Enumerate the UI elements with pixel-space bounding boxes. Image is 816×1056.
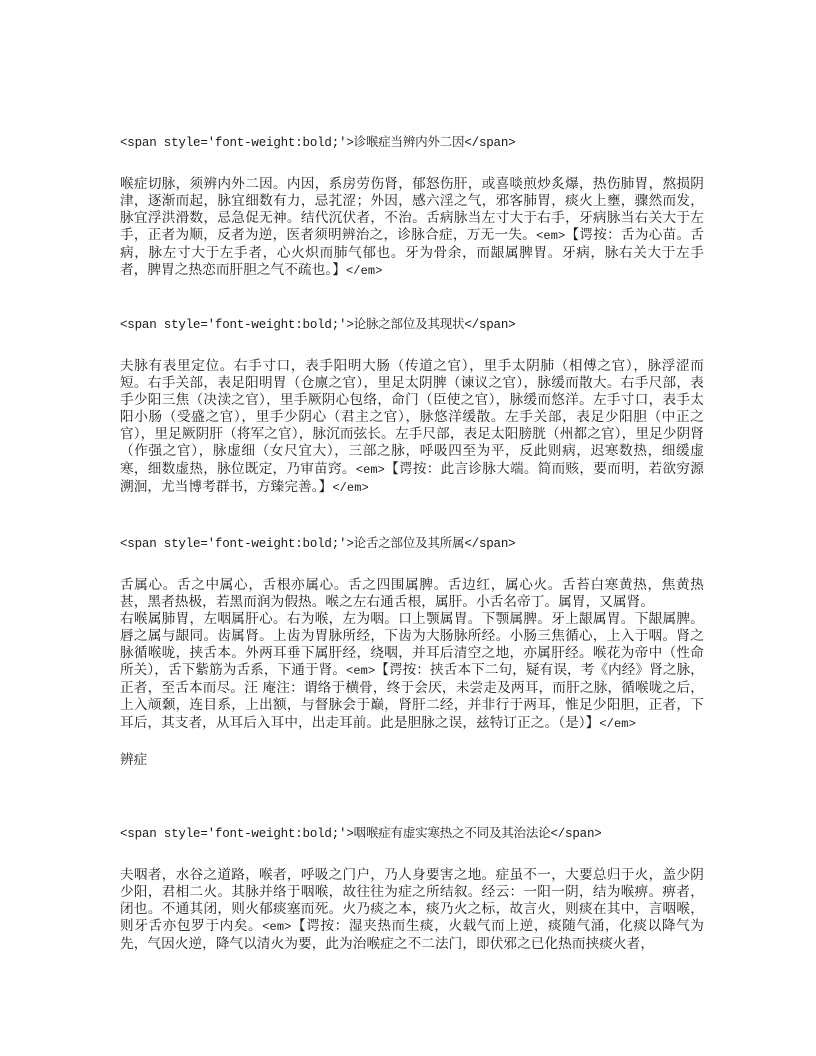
section-heading xyxy=(120,315,515,334)
heading-open-tag: <span style='font-weight:bold;'> xyxy=(120,318,354,332)
body-text: 舌属心。舌之中属心，舌根亦属心。舌之四围属脾。舌边红，属心火。舌苔白寒黄热，焦黄热甚，黑者热极，若黑而润为假热。喉之左右通舌根，属肝。小舌名帝丁。属胃，又属肾。 xyxy=(120,577,704,611)
em-close-tag: </em> xyxy=(346,264,383,279)
heading-title: 论脉之部位及其现状 xyxy=(353,316,465,331)
heading-title: 论舌之部位及其所属 xyxy=(353,535,465,550)
heading-title: 诊喉症当辨内外二因 xyxy=(353,134,465,149)
section-heading xyxy=(120,824,602,843)
section-heading xyxy=(120,534,515,553)
annotation-note: 【谔按：舌为心苗。舌病，脉左寸大于左手者，心火炽而肺气郁也。牙为骨余，而龈属脾胃。牙病，脉右关大于左手者，脾胃之热恋而肝胆之气不疏也。】 xyxy=(120,227,705,279)
heading-close-tag: </span> xyxy=(464,318,516,332)
section-body xyxy=(120,611,704,733)
body-text: 右喉属肺胃，左咽属肝心。右为喉，左为咽。口上颚属胃。下颚属脾。牙上龈属胃。下龈属脾。唇之属与龈同。齿属肾。上齿为胃脉所经，下齿为大肠脉所经。小肠三焦循心，上入于咽。肾之脉循喉咙，挟舌本。外两耳垂下属肝经，绕咽，并耳后清空之地，亦属肝经。喉花为帝中（性命所关），舌下紫筋为舌系，下通于肾。 xyxy=(120,611,704,679)
heading-open-tag: <span style='font-weight:bold;'> xyxy=(120,537,354,551)
em-open-tag: <em> xyxy=(262,920,292,935)
annotation-note: 【谔按：湿夹热而生痰，火载气而上逆，痰随气涌，化痰以降气为先，气因火逆，降气以清火为要，此为治喉症之不二法门，即伏邪之已化热而挟痰火者， xyxy=(120,918,704,953)
heading-close-tag: </span> xyxy=(464,537,516,551)
body-text: 喉症切脉，须辨内外二因。内因，系房劳伤肾，郁怒伤肝，或喜啖煎炒炙爆，热伤肺胃，熬损阴津，逐渐而起，脉宜细数有力，忌芤涩；外因，感六淫之气，邪客肺胃，痰火上壅，骤然而发，脉宜浮洪滑数，忌急促无神。结代沉伏者，不治。舌病脉当左寸大于右手，牙病脉当右关大于左手，正者为顺，反者为逆，医者须明辨治之，诊脉合症，万无一失。 xyxy=(120,176,704,244)
category-label: 辨症 xyxy=(120,752,148,768)
heading-title: 咽喉症有虚实寒热之不同及其治法论 xyxy=(353,825,551,840)
em-close-tag: </em> xyxy=(599,716,636,731)
heading-open-tag: <span style='font-weight:bold;'> xyxy=(120,136,354,150)
annotation-note: 【谔按：挟舌本下二句，疑有误，考《内经》肾之脉，正者，至舌本而尽。汪 庵注：谓络于横骨，终于会厌，未尝走及两耳，而肝之脉，循喉咙之后，上入颃颡，连目系，上出额，与督脉会于巅，肾肝二经，并非行于两耳，惟足少阳胆，正者，下耳后，其支者，从耳后入耳中，出走耳前。此是胆脉之误，兹特订正之。（是）】 xyxy=(120,662,704,731)
heading-close-tag: </span> xyxy=(550,827,602,841)
heading-close-tag: </span> xyxy=(464,136,516,150)
section-heading xyxy=(120,133,515,152)
body-text: 夫咽者，水谷之道路，喉者，呼吸之门户，乃人身要害之地。症虽不一，大要总归于火，盖少阴少阳，君相二火。其脉并络于咽喉，故往往为症之所结叙。经云：一阳一阴，结为喉痹。痹者，闭也。不通其闭，则火郁痰塞而死。火乃痰之本，痰乃火之标，故言火，则痰在其中，言咽喉，则牙舌亦包罗于内矣。 xyxy=(120,867,704,935)
em-open-tag: <em> xyxy=(536,229,566,244)
section-body-first-line xyxy=(120,577,704,611)
annotation-note: 【谔按：此言诊脉大端。简而赅，要而明，若欲穷源溯洄，尤当博考群书，方臻完善。】 xyxy=(120,460,704,495)
section-body xyxy=(120,358,704,497)
em-open-tag: <em> xyxy=(355,462,385,477)
em-close-tag: </em> xyxy=(332,480,369,495)
section-body xyxy=(120,176,704,281)
heading-open-tag: <span style='font-weight:bold;'> xyxy=(120,827,354,841)
em-open-tag: <em> xyxy=(346,664,376,679)
section-body xyxy=(120,867,704,953)
body-text: 夫脉有表里定位。右手寸口，表手阳明大肠（传道之官），里手太阴肺（相傅之官），脉浮涩而短。右手关部，表足阳明胃（仓廪之官），里足太阴脾（谏议之官），脉缓而散大。右手尺部，表手少阳三焦（决渎之官），里手厥阴心包络，命门（臣使之官），脉缓而悠洋。左手寸口，表手太阳小肠（受盛之官），里手少阴心（君主之官），脉悠洋缓散。左手关部，表足少阳胆（中正之官），里足厥阴肝（将军之官），脉沉而弦长。左手尺部，表足太阳膀胱（州都之官），里足少阴肾（作强之官），脉虚细（女尺宜大），三部之脉，呼吸四至为平，反此则病，迟寒数热，细缓虚寒，细数虚热，脉位既定，乃审苗窍。 xyxy=(120,358,704,477)
